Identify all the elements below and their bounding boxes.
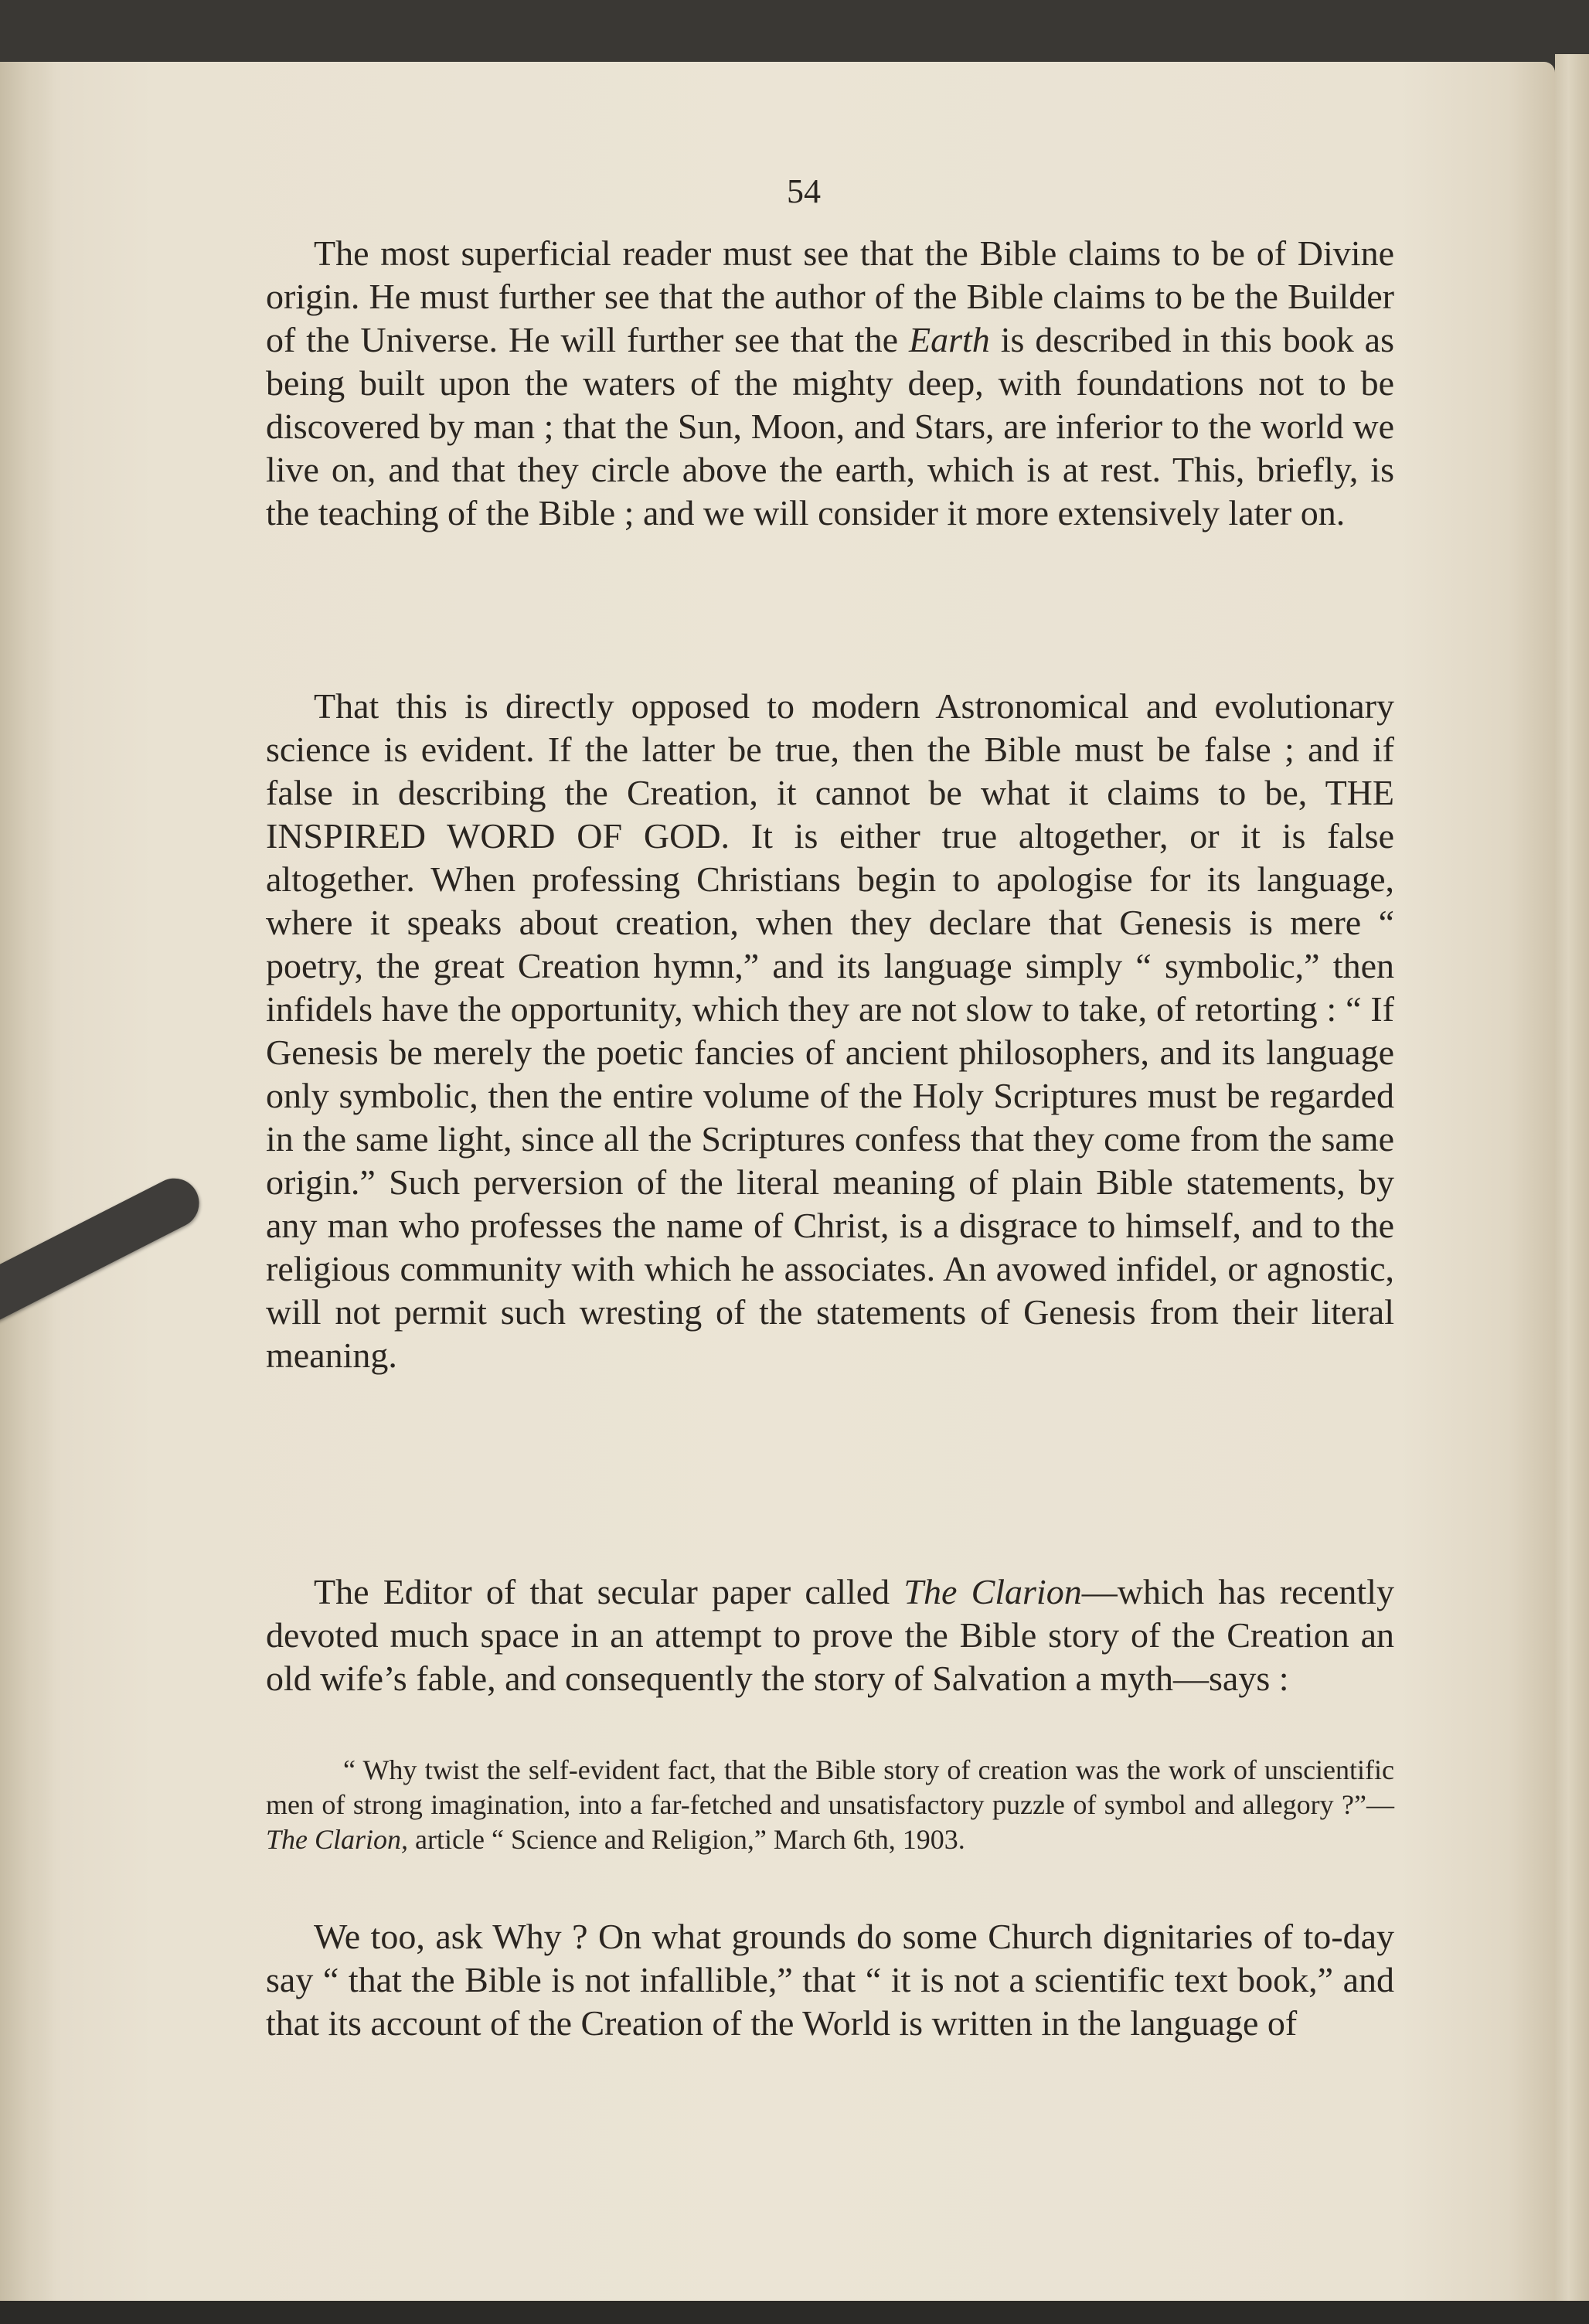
quote-text: “ Why twist the self-evident fact, that the Bible story of creation was the work of unscientific men of strong imagination, into a far-fetched and unsatisfactory puzzle of symbol and allegory ?”— [266, 1754, 1394, 1820]
page-number: 54 [787, 172, 821, 210]
paragraph-2 [266, 685, 1394, 1377]
paragraph-1-text-after: is described in this book as being built upon the waters of the mighty deep, with foundations not to be discovered by man ; that the Sun, Moon, and Stars, are inferior to the world we live on, and that they circle above the earth, which is at rest. This, briefly, is the teaching of the Bible ; and we will consider it more extensively later on. [266, 320, 1394, 533]
paragraph-1-italic: Earth [908, 320, 990, 359]
paragraph-4 [266, 1915, 1394, 2045]
paragraph-1 [266, 232, 1394, 535]
page-edge [1555, 54, 1589, 2311]
paragraph-3-text-after: —which has recently devoted much space in an attempt to prove the Bible story of the Creation an old wife’s fable, and consequently the story of Salvation a myth—says : [266, 1572, 1394, 1698]
quote-italic: The Clarion, [266, 1824, 409, 1855]
paragraph-2-text: That this is directly opposed to modern Astronomical and evolutionary science is evident. If the latter be true, then the Bible must be false ; and if false in describing the Creation, it cannot be what it claims to be, THE INSPIRED WORD OF GOD. It is either true altogether, or it is false altogether. When professing Christians begin to apologise for its language, where it speaks about creation, when they declare that Genesis is mere “ poetry, the great Creation hymn,” and its language simply “ symbolic,” then infidels have the opportunity, which they are not slow to take, of retorting : “ If Genesis be merely the poetic fancies of ancient philosophers, and its language only symbolic, then the entire volume of the Holy Scriptures must be regarded in the same light, since all the Scriptures confess that they come from the same origin.” Such perversion of the literal meaning of plain Bible statements, by any man who professes the name of Christ, is a disgrace to himself, and to the religious community with which he associates. An avowed infidel, or agnostic, will not permit such wresting of the statements of Genesis from their literal meaning. [266, 686, 1394, 1375]
book-binding [0, 62, 54, 2307]
quote-text-after: article “ Science and Religion,” March 6th, 1903. [408, 1824, 965, 1855]
paragraph-3-text: The Editor of that secular paper called [314, 1572, 904, 1611]
paragraph-3 [266, 1570, 1394, 1700]
paragraph-4-text: We too, ask Why ? On what grounds do some Church dignitaries of to-day say “ that the Bible is not infallible,” that “ it is not a scientific text book,” and that its account of the Creation of the World is written in the language of [266, 1917, 1394, 2043]
bottom-edge [0, 2301, 1589, 2324]
paragraph-3-italic: The Clarion [903, 1572, 1082, 1611]
block-quote [266, 1753, 1394, 1857]
paragraph-1-text: The most superficial reader must see that the Bible claims to be of Divine origin. He must further see that the author of the Bible claims to be the Builder of the Universe. He will further see that the [266, 233, 1394, 359]
